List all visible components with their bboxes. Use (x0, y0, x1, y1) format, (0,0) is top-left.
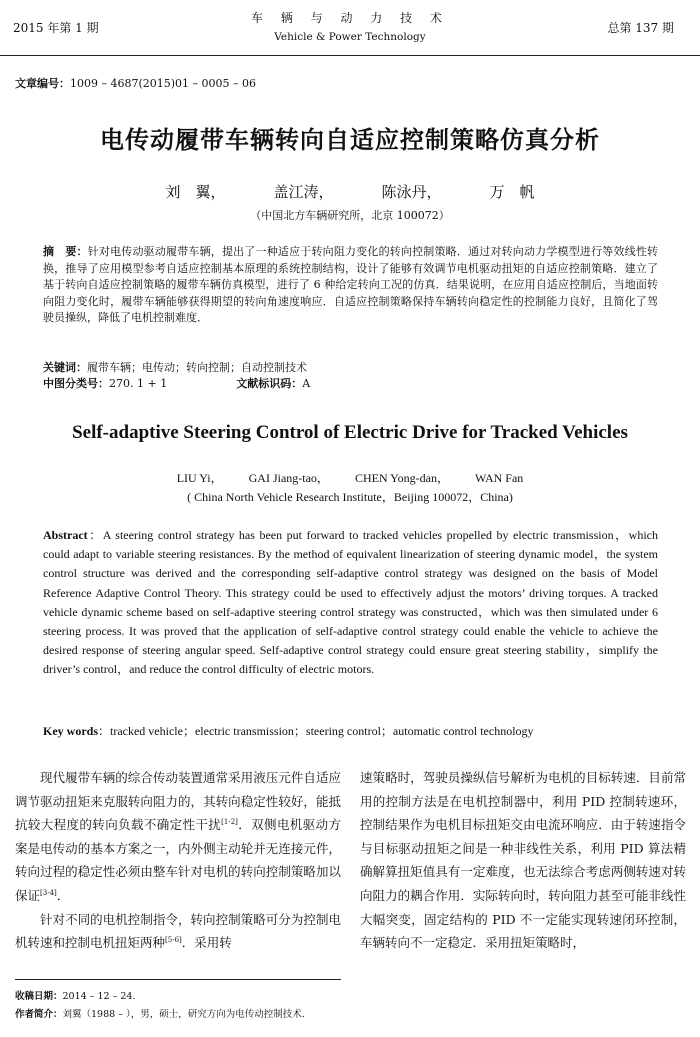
classification-value: 270. 1 + 1 (109, 377, 168, 390)
page-title-cn: 电传动履带车辆转向自适应控制策略仿真分析 (100, 126, 600, 154)
keywords-en-label: Key words (43, 724, 98, 738)
affiliation-en: ( China North Vehicle Research Institute，Beijing 100072，China) (187, 490, 513, 504)
footnote-received (15, 988, 135, 1002)
keywords-cn-label: 关键词： (43, 361, 87, 374)
author-en: CHEN Yong-dan， (354, 471, 449, 485)
citation: [5-6] (165, 936, 182, 944)
abstract-cn (43, 244, 658, 327)
total-issue-label: 总第 137 期 (607, 21, 674, 35)
author-list-en (0, 469, 700, 486)
body-paragraph (15, 766, 341, 908)
article-number (15, 75, 256, 91)
keywords-en (43, 722, 534, 739)
issue-label: 2015 年第 1 期 (13, 21, 99, 35)
author-cn: 陈泳丹， (381, 183, 442, 201)
body-text: 现代履带车辆的综合传动装置通常采用液压元件自适应调节驱动扭矩来克服转向阻力的，其转向稳定性较好，能抵抗较大程度的转向负载不确定性干扰 (15, 770, 341, 833)
author-cn: 万 帆 (489, 183, 535, 201)
author-en: GAI Jiang-tao， (248, 471, 329, 485)
footnote-author (15, 1006, 305, 1020)
received-label: 收稿日期： (15, 991, 63, 1002)
keywords-block-cn (43, 360, 310, 392)
article-number-value: 1009 – 4687(2015)01 – 0005 – 06 (70, 77, 257, 90)
body-text: ． (56, 887, 70, 903)
journal-name-cn: 车 辆 与 动 力 技 术 (251, 11, 449, 25)
header-divider (0, 55, 700, 56)
footnote-divider (15, 979, 341, 980)
abstract-en-text: ：A steering control strategy has been put forward to tracked vehicles propelled by electric transmission，which could adapt to variable steering resistances. By the method of equivalent linearization of steering dynamic model，the system control structure was derived and the corresponding self-adaptive control strategy was designed on the basis of Model Reference Adaptive Control Theory. This strategy could be used to effectively adjust the motors’ driving torques. A tracked vehicle dynamic scheme based on self-adaptive steering control strategy was constructed，which was then simulated under 6 steering process. It was proved that the application of self-adaptive control strategy could enable the vehicle to achieve the desired response of steering angular speed. Self-adaptive control strategy could ensure great steering stability，simplify the driver’s control，and reduce the control difficulty of electric motors. (43, 528, 658, 677)
body-text: ．采用转 (181, 935, 232, 951)
classification-label: 中图分类号： (43, 377, 109, 390)
abstract-en-label: Abstract (43, 528, 88, 542)
keywords-cn-text: 履带车辆；电传动；转向控制；自动控制技术 (87, 361, 307, 374)
author-cn: 盖江涛， (273, 183, 334, 201)
affiliation-cn: （中国北方车辆研究所，北京 100072） (250, 209, 450, 222)
body-text: 针对不同的电机控制指令，转向控制策略可分为控制电机转速和控制电机扭矩两种 (15, 911, 341, 951)
abstract-cn-text: 针对电传动驱动履带车辆，提出了一种适应于转向阻力变化的转向控制策略．通过对转向动力学模型进行等效线性转换，推导了应用模型参考自适应控制基本原理的系统控制结构，设计了能够有效调节电机驱动扭矩的自适应控制策略．建立了基于转向自适应控制策略的履带车辆仿真模型，进行了 6 种给定转向工况的仿真．结果说明，在应用自适应控制后，当地面转向阻力变化时，履带车辆能够获得期望的转向角速度响应．自适应控制策略保持车辆转向稳定性的控制能力良好，且简化了驾驶员操纵，降低了电机控制难度． (43, 245, 659, 324)
received-value: 2014 – 12 – 24. (62, 991, 136, 1002)
journal-header (0, 9, 700, 43)
author-bio-label: 作者简介： (15, 1009, 63, 1020)
body-column-right (360, 766, 686, 955)
keywords-cn (43, 360, 310, 376)
abstract-en (43, 526, 658, 680)
body-text: ．双侧电机驱动方案是电传动的基本方案之一，内外侧主动轮并无连接元件，转向过程的稳定性必须由整车针对电机的转向控制策略加以保证 (15, 817, 341, 903)
author-en: LIU Yi， (176, 471, 223, 485)
article-number-label: 文章编号： (15, 77, 70, 90)
body-paragraph (15, 908, 341, 955)
citation: [3-4] (40, 888, 57, 897)
author-en: WAN Fan (474, 471, 524, 485)
keywords-en-text: ：tracked vehicle；electric transmission；steering control；automatic control technology (98, 724, 534, 738)
doc-code-value: A (302, 377, 311, 390)
author-bio-value: 刘翼（1988 – ），男，硕士，研究方向为电传动控制技术. (62, 1009, 305, 1020)
doc-code-label: 文献标识码： (236, 377, 303, 390)
author-cn: 刘 翼， (165, 183, 226, 201)
classification-line (43, 376, 310, 392)
citation: [1-2] (221, 818, 238, 827)
abstract-cn-label: 摘 要： (43, 245, 88, 258)
body-column-left (15, 766, 341, 955)
page-title-en: Self-adaptive Steering Control of Electric Drive for Tracked Vehicles (72, 422, 628, 443)
journal-name-en: Vehicle & Power Technology (274, 31, 426, 43)
author-list-cn (0, 181, 700, 202)
body-paragraph: 速策略时，驾驶员操纵信号解析为电机的目标转速．目前常用的控制方法是在电机控制器中，利用 PID 控制转速环，控制结果作为电机目标扭矩交由电流环响应．由于转速指令与目标驱动扭矩之间是一种非线性关系，利用 PID 算法精确解算扭矩值具有一定难度，也无法综合考虑两侧转速对转向阻力的耦合作用．实际转向时，转向阻力甚至可能非线性大幅突变，固定结构的 PID 不一定能实现转速闭环控制，车辆转向不一定稳定．采用扭矩策略时， (360, 770, 686, 951)
